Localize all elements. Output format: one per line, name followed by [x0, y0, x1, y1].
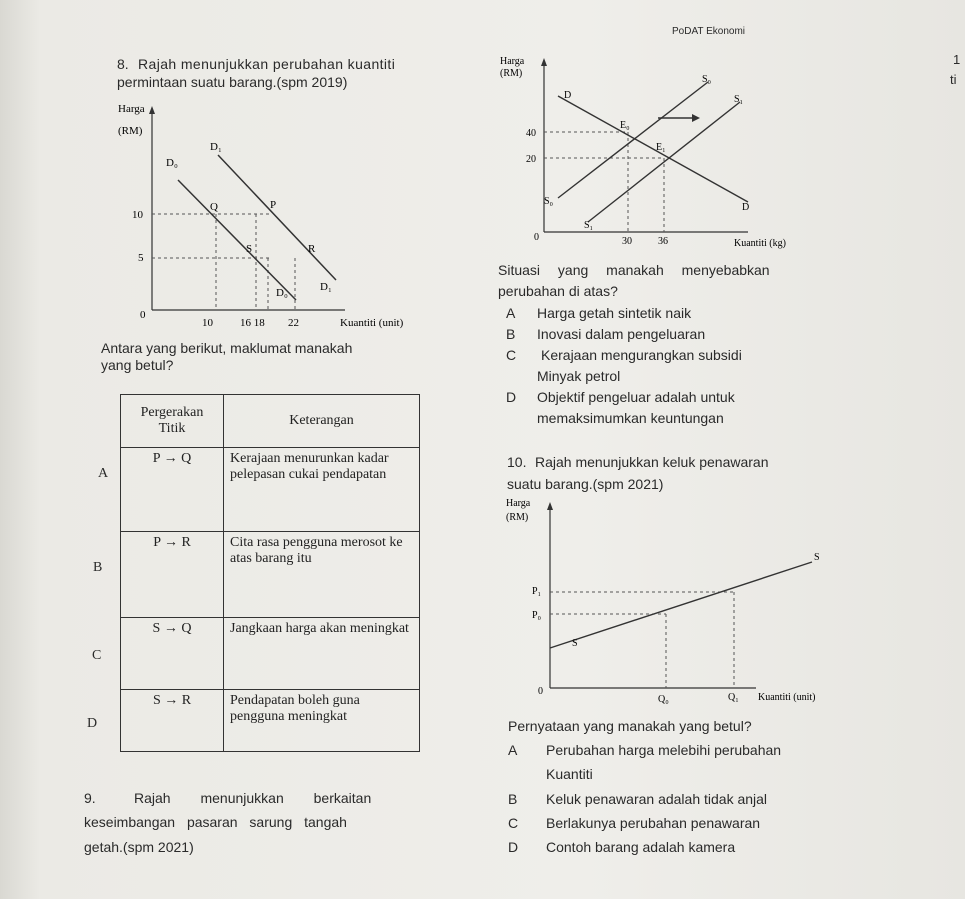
q10-option-b-text: Keluk penawaran adalah tidak anjal	[546, 791, 768, 807]
q10-ylabel-line2: (RM)	[506, 512, 529, 523]
q8-ytick-5: 5	[138, 252, 144, 264]
q10-xlabel: Kuantiti (unit)	[758, 692, 816, 703]
q10-ytick-p1: P₁	[532, 586, 542, 597]
q8-xtick-10: 10	[202, 317, 213, 329]
q9-option-b-label: B	[506, 326, 516, 342]
q10-ytick-0: 0	[538, 686, 543, 697]
q9-supply-chart	[498, 50, 828, 252]
q10-option-c-label: C	[508, 815, 519, 831]
q8-row-b-label: B	[93, 560, 103, 575]
q8-point-p: P	[270, 199, 277, 211]
q9-label-s0-top: S₀	[702, 74, 712, 85]
q8-row-c-move: S → Q	[121, 618, 224, 690]
q8-prompt-line2: yang betul?	[101, 357, 174, 373]
q8-row-b-move: P → R	[121, 532, 224, 618]
q9-number: 9.	[84, 790, 96, 806]
q8-xtick-22: 22	[288, 317, 299, 329]
q8-row-c-note: Jangkaan harga akan meningkat	[224, 618, 420, 690]
q8-table-head-note: Keterangan	[224, 395, 420, 448]
q8-table-head-move: Pergerakan Titik	[121, 395, 224, 448]
q10-text-line1: Rajah menunjukkan keluk penawaran	[535, 454, 769, 470]
q10-option-a-label: A	[508, 742, 518, 758]
q10-supply-chart	[506, 496, 866, 708]
q9-text-line3: getah.(spm 2021)	[84, 839, 194, 855]
q9-ytick-20: 20	[526, 154, 536, 165]
q10-xtick-q0: Q₀	[658, 694, 669, 705]
q8-xtick-16-18: 16 18	[240, 317, 265, 329]
edge-number: 1	[953, 52, 961, 67]
q10-option-d-text: Contoh barang adalah kamera	[546, 839, 736, 855]
q9-xtick-30: 30	[622, 236, 632, 247]
edge-text: ti	[950, 72, 957, 87]
q9-option-d-text: Objektif pengeluar adalah untuk	[537, 389, 735, 405]
q8-prompt-line1: Antara yang berikut, maklumat manakah	[101, 340, 353, 356]
q8-demand-chart	[100, 100, 440, 332]
q8-ytick-10: 10	[132, 209, 143, 221]
q10-ytick-p0: P₀	[532, 610, 542, 621]
q10-option-d-label: D	[508, 839, 519, 855]
q9-prompt-line2: perubahan di atas?	[498, 283, 618, 299]
q8-row-c-label: C	[92, 648, 102, 663]
q10-option-c-text: Berlakunya perubahan penawaran	[546, 815, 761, 831]
q9-text-line1: Rajah menunjukkan berkaitan	[134, 790, 372, 806]
q9-option-c-text2: Minyak petrol	[537, 368, 621, 384]
q8-curve-d0-top: D₀	[166, 157, 178, 169]
q10-text-line2: suatu barang.(spm 2021)	[507, 476, 664, 492]
q9-option-a-text: Harga getah sintetik naik	[537, 305, 692, 321]
q9-xlabel: Kuantiti (kg)	[734, 238, 786, 249]
q10-number: 10.	[507, 454, 527, 470]
q10-xtick-q1: Q₁	[728, 692, 739, 703]
q8-point-q: Q	[210, 201, 218, 213]
q9-ylabel-line2: (RM)	[500, 68, 523, 79]
q8-ytick-0: 0	[140, 309, 146, 321]
q9-option-c-text: Kerajaan mengurangkan subsidi	[541, 347, 742, 363]
q9-option-d-text2: memaksimumkan keuntungan	[537, 410, 724, 426]
q9-ylabel-line1: Harga	[500, 56, 525, 67]
q8-row-d-move: S → R	[121, 690, 224, 752]
q8-xlabel: Kuantiti (unit)	[340, 317, 404, 329]
q9-text-line2: keseimbangan pasaran sarung tangah	[84, 814, 347, 830]
q8-text-line1: Rajah menunjukkan perubahan kuantiti	[138, 56, 396, 72]
q9-label-e1: E₁	[656, 142, 666, 153]
q9-label-s0-bottom: S₀	[544, 196, 554, 207]
q9-prompt-line1: Situasi yang manakah menyebabkan	[498, 262, 770, 278]
q8-curve-d0-bottom: D₀	[276, 287, 288, 299]
q8-row-a-label: A	[98, 466, 109, 481]
q10-option-a-text: Perubahan harga melebihi perubahan	[546, 742, 782, 758]
q9-option-a-label: A	[506, 305, 516, 321]
q8-text-line2: permintaan suatu barang.(spm 2019)	[117, 74, 348, 90]
q8-row-d-note: Pendapatan boleh guna pengguna meningkat	[224, 690, 420, 752]
page-header-title: PoDAT Ekonomi	[672, 26, 745, 37]
q9-label-s1-bottom: S₁	[584, 220, 594, 231]
q9-label-d-top: D	[564, 90, 572, 101]
q8-point-s: S	[246, 243, 253, 255]
q9-label-e0: E₀	[620, 120, 630, 131]
q9-xtick-36: 36	[658, 236, 668, 247]
q10-option-a-text2: Kuantiti	[546, 766, 593, 782]
q8-ylabel-line1: Harga	[118, 103, 145, 115]
q10-ylabel-line1: Harga	[506, 498, 531, 509]
q9-ytick-40: 40	[526, 128, 536, 139]
q8-ylabel-line2: (RM)	[118, 125, 143, 137]
q8-row-b-note: Cita rasa pengguna merosot ke atas barang itu	[224, 532, 420, 618]
q8-curve-d1-bottom: D₁	[320, 281, 332, 293]
q9-label-d-bottom: D	[742, 202, 750, 213]
q8-number: 8.	[117, 56, 129, 72]
q9-option-d-label: D	[506, 389, 517, 405]
q9-label-s1-top: S₁	[734, 94, 744, 105]
q8-row-d-label: D	[87, 716, 98, 731]
q8-curve-d1-top: D₁	[210, 141, 222, 153]
q8-row-a-note: Kerajaan menurunkan kadar pelepasan cukai pendapatan	[224, 448, 420, 532]
q9-ytick-0: 0	[534, 232, 539, 243]
q8-row-a-move: P → Q	[121, 448, 224, 532]
q8-point-r: R	[308, 243, 316, 255]
q10-option-b-label: B	[508, 791, 518, 807]
q10-prompt: Pernyataan yang manakah yang betul?	[508, 718, 752, 734]
q10-curve-label-top: S	[814, 552, 820, 563]
q9-option-b-text: Inovasi dalam pengeluaran	[537, 326, 706, 342]
q9-option-c-label: C	[506, 347, 517, 363]
q10-curve-label-bottom: S	[572, 638, 578, 649]
q8-answer-table	[120, 394, 420, 752]
